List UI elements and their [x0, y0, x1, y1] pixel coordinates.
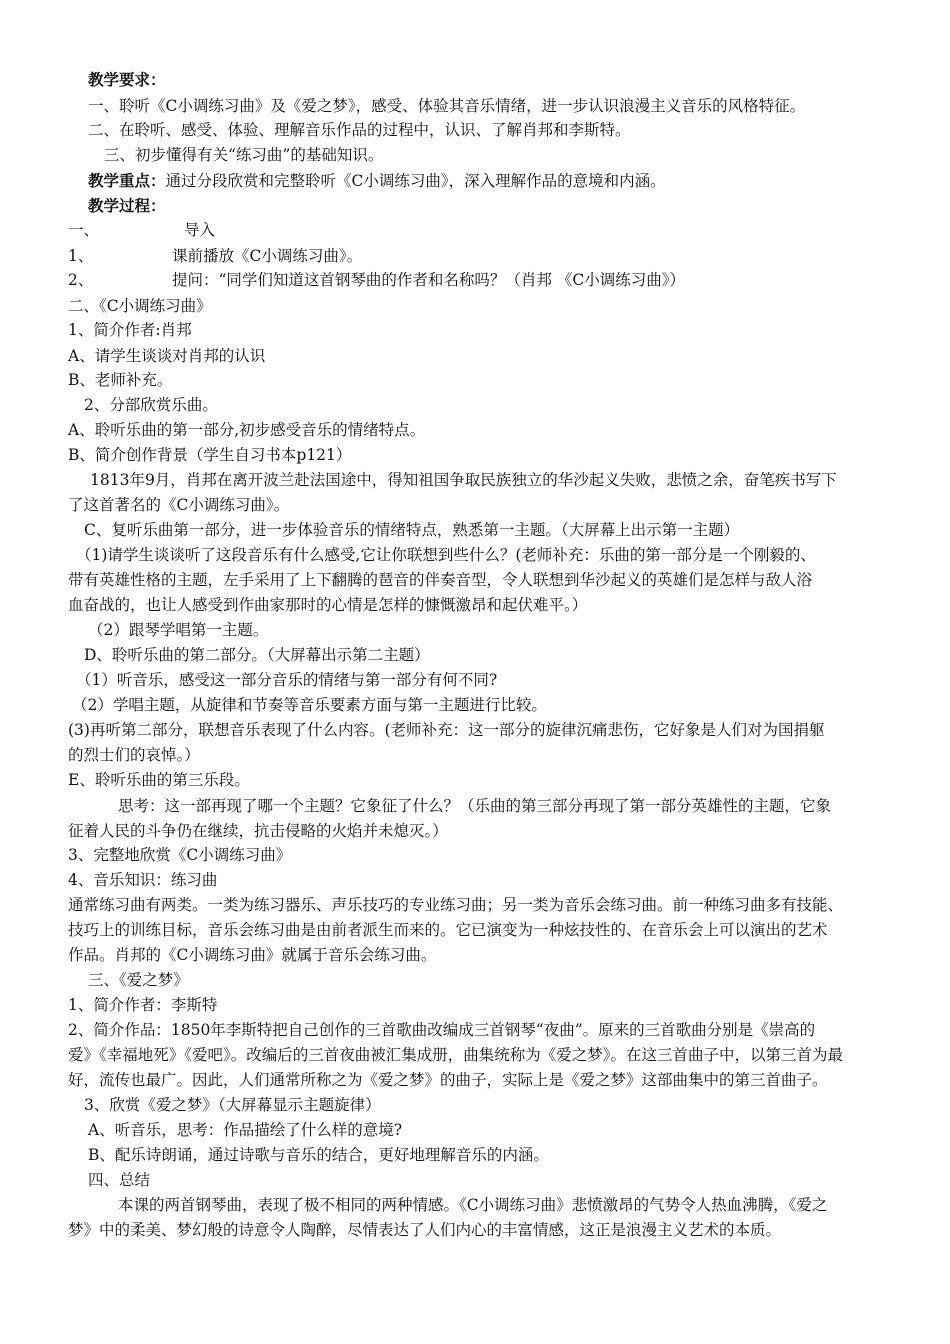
section-2-title: 二、《C小调练习曲》 [68, 297, 212, 315]
section-1-name: 导入 [184, 221, 216, 239]
intro-item-1-text: 课前播放《C小调练习曲》。 [172, 247, 363, 265]
teaching-focus [88, 169, 666, 193]
paragraph-line: 通常练习曲有两类。一类为练习器乐、声乐技巧的专业练习曲；另一类为音乐会练习曲。前一种练习曲多有技能、 [68, 896, 844, 914]
paragraph-line: B、简介创作背景（学生自习书本p121） [68, 446, 352, 464]
paragraph-line: 2、简介作品：1850年李斯特把自己创作的三首歌曲改编成三首钢琴“夜曲”。原来的三首歌曲分别是《崇高的 [68, 1021, 816, 1039]
requirement-2: 二、在聆听、感受、体验、理解音乐作品的过程中，认识、了解肖邦和李斯特。 [88, 121, 631, 139]
paragraph-line: （1）听音乐，感受这一部分音乐的情绪与第一部分有何不同? [76, 671, 498, 689]
paragraph-line: （1)请学生谈谈听了这段音乐有什么感受,它让你联想到些什么？(老师补充：乐曲的第一部分是一个刚毅的、 [76, 546, 816, 564]
paragraph-line: 4、音乐知识：练习曲 [68, 871, 218, 889]
paragraph-line: (3)再听第二部分，联想音乐表现了什么内容。(老师补充：这一部分的旋律沉痛悲伤，它好象是人们对为国捐躯 [68, 721, 825, 739]
intro-item-2 [68, 268, 685, 292]
paragraph-line: 1、简介作者：李斯特 [68, 996, 218, 1014]
teaching-focus-text: 通过分段欣赏和完整聆听《C小调练习曲》，深入理解作品的意境和内涵。 [165, 172, 666, 190]
heading-teaching-process: 教学过程： [88, 196, 166, 215]
paragraph-line: 爱》《幸福地死》《爱吧》。改编后的三首夜曲被汇集成册，曲集统称为《爱之梦》。在这三首曲子中，以第三首为最 [68, 1046, 844, 1064]
heading-teaching-requirements: 教学要求： [88, 70, 166, 89]
intro-item-1-number: 1、 [68, 247, 94, 265]
teaching-focus-label: 教学重点： [88, 171, 166, 190]
paragraph-line: B、配乐诗朗诵，通过诗歌与音乐的结合，更好地理解音乐的内涵。 [88, 1146, 549, 1164]
paragraph-line: 血奋战的，也让人感受到作曲家那时的心情是怎样的慷慨激昂和起伏难平。） [68, 596, 588, 614]
paragraph-line: 好，流传也最广。因此，人们通常所称之为《爱之梦》的曲子，实际上是《爱之梦》这部曲集中的第三首曲子。 [68, 1071, 828, 1089]
paragraph-line: 带有英雄性格的主题，左手采用了上下翻腾的琶音的伴奏音型，令人联想到华沙起义的英雄们是怎样与敌人浴 [68, 571, 813, 589]
section-1-number: 一、 [68, 221, 100, 239]
paragraph-line: A、请学生谈谈对肖邦的认识 [68, 347, 266, 365]
section-1-title [68, 218, 215, 242]
paragraph-line: 了这首著名的《C小调练习曲》。 [68, 496, 290, 514]
requirement-3: 三、初步懂得有关“练习曲”的基础知识。 [104, 146, 384, 164]
paragraph-line: 作品。肖邦的《C小调练习曲》就属于音乐会练习曲。 [68, 946, 437, 964]
intro-item-2-text: 提问：“同学们知道这首钢琴曲的作者和名称吗？（肖邦 《C小调练习曲》） [172, 271, 685, 289]
paragraph-line: 的烈士们的哀悼。） [68, 746, 200, 764]
paragraph-line: B、老师补充。 [68, 371, 173, 389]
paragraph-line: 本课的两首钢琴曲，表现了极不相同的两种情感。《C小调练习曲》悲愤激昂的气势令人热血沸腾，《爱之 [118, 1196, 828, 1214]
paragraph-line: A、听音乐，思考：作品描绘了什么样的意境? [88, 1121, 403, 1139]
paragraph-line: （2）学唱主题，从旋律和节奏等音乐要素方面与第一主题进行比较。 [72, 696, 547, 714]
requirement-1: 一、聆听《C小调练习曲》及《爱之梦》，感受、体验其音乐情绪，进一步认识浪漫主义音乐的风格特征。 [88, 97, 806, 115]
paragraph-line: 梦》中的柔美、梦幻般的诗意令人陶醉，尽情表达了人们内心的丰富情感，这正是浪漫主义艺术的本质。 [68, 1221, 782, 1239]
paragraph-line: 3、欣赏《爱之梦》（大屏幕显示主题旋律） [84, 1096, 381, 1114]
section-3-title: 三、《爱之梦》 [88, 971, 189, 989]
paragraph-line: 3、完整地欣赏《C小调练习曲》 [68, 846, 292, 864]
intro-item-2-number: 2、 [68, 271, 94, 289]
paragraph-line: 技巧上的训练目标，音乐会练习曲是由前者派生而来的。它已演变为一种炫技性的、在音乐会上可以演出的艺术 [68, 921, 828, 939]
paragraph-line: C、复听乐曲第一部分，进一步体验音乐的情绪特点，熟悉第一主题。（大屏幕上出示第一主题） [84, 521, 740, 539]
paragraph-line: 2、分部欣赏乐曲。 [84, 396, 218, 414]
paragraph-line: D、聆听乐曲的第二部分。（大屏幕出示第二主题） [84, 646, 430, 664]
paragraph-line: A、聆听乐曲的第一部分,初步感受音乐的情绪特点。 [68, 421, 426, 439]
paragraph-line: E、聆听乐曲的第三乐段。 [68, 771, 250, 789]
paragraph-line: 1813年9月，肖邦在离开波兰赴法国途中，得知祖国争取民族独立的华沙起义失败，悲愤之余，奋笔疾书写下 [90, 471, 837, 489]
section-4-title: 四、总结 [88, 1171, 151, 1189]
paragraph-line: 征着人民的斗争仍在继续，抗击侵略的火焰并未熄灭。） [68, 822, 448, 840]
paragraph-line: 思考：这一部再现了哪一个主题？它象征了什么？（乐曲的第三部分再现了第一部分英雄性的主题，它象 [118, 797, 832, 815]
paragraph-line: 1、简介作者:肖邦 [68, 321, 192, 339]
paragraph-line: （2）跟琴学唱第一主题。 [88, 621, 269, 639]
intro-item-1 [68, 244, 362, 268]
